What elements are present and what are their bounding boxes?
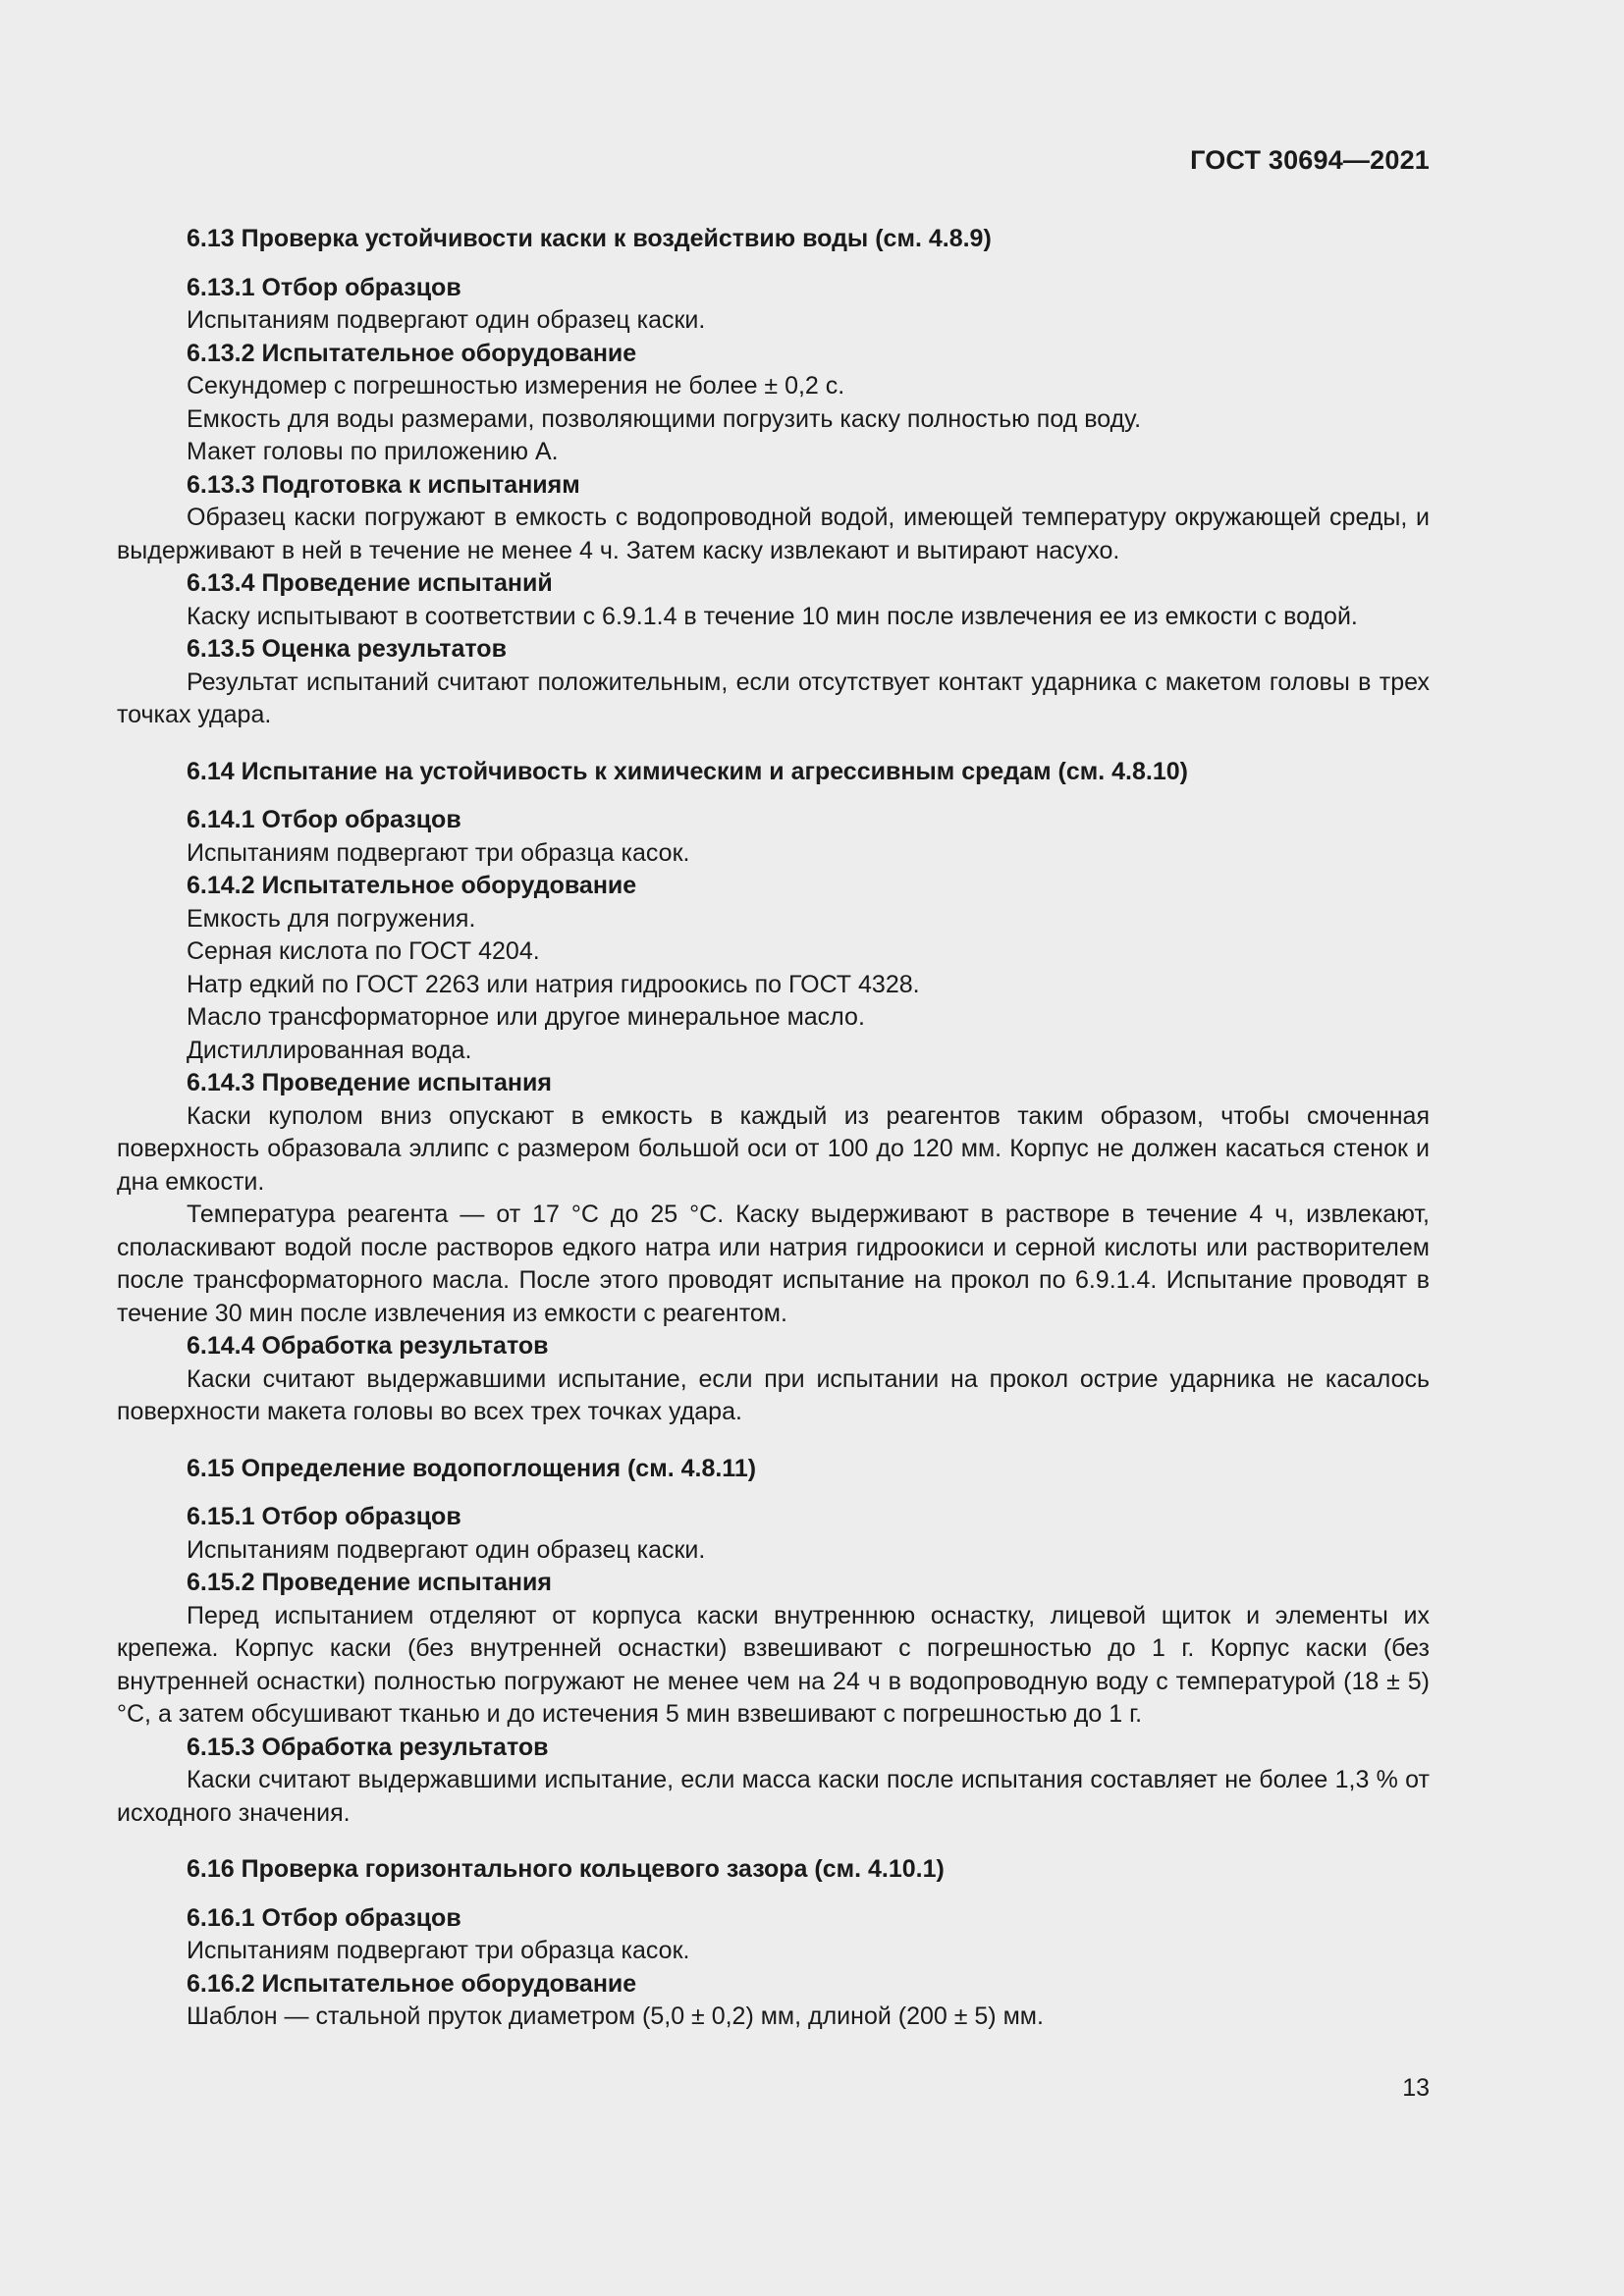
subsection-heading: 6.14.3 Проведение испытания: [187, 1069, 552, 1096]
paragraph: Испытаниям подвергают один образец каски.: [187, 306, 706, 334]
paragraph: Емкость для погружения.: [187, 904, 476, 933]
paragraph: Температура реагента — от 17 °С до 25 °С. Каску выдерживают в растворе в течение 4 ч, извлекают, споласкивают водой после растворов едкого натра или натрия гидроокиси и серной кислоты или растворителем после трансформаторного масла. После этого проводят испытание на прокол по 6.9.1.4. Испытание проводят в течение 30 мин после извлечения из емкости с реагентом.: [117, 1201, 1430, 1327]
subsection-heading: 6.15.3 Обработка результатов: [187, 1733, 549, 1761]
subsection-heading: 6.13.3 Подготовка к испытаниям: [187, 470, 580, 499]
paragraph: Испытаниям подвергают один образец каски.: [187, 1535, 706, 1564]
paragraph: Масло трансформаторное или другое минеральное масло.: [187, 1003, 865, 1031]
paragraph: Каски считают выдержавшими испытание, если масса каски после испытания составляет не более 1,3 % от исходного значения.: [117, 1766, 1430, 1827]
paragraph: Испытаниям подвергают три образца касок.: [187, 1937, 690, 1964]
paragraph: Испытаниям подвергают три образца касок.: [187, 838, 690, 867]
section-title: 6.16 Проверка горизонтального кольцевого зазора (см. 4.10.1): [187, 1855, 945, 1883]
paragraph: Результат испытаний считают положительным, если отсутствует контакт ударника с макетом головы в трех точках удара.: [117, 667, 1430, 728]
paragraph: Шаблон — стальной пруток диаметром (5,0 ± 0,2) мм, длиной (200 ± 5) мм.: [187, 2002, 1044, 2030]
section: [117, 1453, 1430, 1831]
section: [117, 756, 1430, 1429]
subsection-heading: 6.14.4 Обработка результатов: [187, 1332, 549, 1360]
subsection-heading: 6.15.1 Отбор образцов: [187, 1503, 461, 1530]
subsection-heading: 6.13.5 Оценка результатов: [187, 635, 507, 663]
subsection-heading: 6.15.2 Проведение испытания: [187, 1569, 552, 1596]
subsection-heading: 6.16.1 Отбор образцов: [187, 1903, 461, 1932]
paragraph: Секундомер с погрешностью измерения не более ± 0,2 с.: [187, 372, 845, 400]
subsection-heading: 6.14.1 Отбор образцов: [187, 806, 461, 833]
paragraph: Каски считают выдержавшими испытание, если при испытании на прокол острие ударника не касалось поверхности макета головы во всех трех точках удара.: [117, 1364, 1430, 1425]
document-code: ГОСТ 30694—2021: [1190, 145, 1430, 175]
paragraph: Каски куполом вниз опускают в емкость в каждый из реагентов таким образом, чтобы смоченная поверхность образовала эллипс с размером большой оси от 100 до 120 мм. Корпус не должен касаться стенок и дна емкости.: [117, 1101, 1430, 1196]
page-number: 13: [1402, 2074, 1430, 2102]
section-title: 6.14 Испытание на устойчивость к химическим и агрессивным средам (см. 4.8.10): [187, 757, 1188, 785]
paragraph: Дистиллированная вода.: [187, 1036, 472, 1064]
paragraph: Макет головы по приложению А.: [187, 438, 559, 465]
subsection-heading: 6.13.1 Отбор образцов: [187, 273, 461, 301]
section: [117, 223, 1430, 732]
section-title: 6.15 Определение водопоглощения (см. 4.8.11): [187, 1454, 757, 1482]
paragraph: Натр едкий по ГОСТ 2263 или натрия гидроокись по ГОСТ 4328.: [187, 970, 920, 998]
subsection-heading: 6.13.2 Испытательное оборудование: [187, 339, 637, 367]
paragraph: Образец каски погружают в емкость с водопроводной водой, имеющей температуру окружающей среды, и выдерживают в ней в течение не менее 4 ч. Затем каску извлекают и вытирают насухо.: [117, 504, 1430, 564]
paragraph: Каску испытывают в соответствии с 6.9.1.4 в течение 10 мин после извлечения ее из емкости с водой.: [187, 602, 1358, 630]
paragraph: Емкость для воды размерами, позволяющими погрузить каску полностью под воду.: [187, 404, 1142, 433]
document-body: [117, 223, 1430, 2057]
subsection-heading: 6.16.2 Испытательное оборудование: [187, 1969, 637, 1998]
subsection-heading: 6.13.4 Проведение испытаний: [187, 569, 553, 597]
paragraph: Серная кислота по ГОСТ 4204.: [187, 937, 540, 965]
section-title: 6.13 Проверка устойчивости каски к воздействию воды (см. 4.8.9): [187, 225, 992, 252]
subsection-heading: 6.14.2 Испытательное оборудование: [187, 872, 637, 899]
section: [117, 1853, 1430, 2034]
paragraph: Перед испытанием отделяют от корпуса каски внутреннюю оснастку, лицевой щиток и элементы их крепежа. Корпус каски (без внутренней оснастки) взвешивают с погрешностью до 1 г. Корпус каски (без внутренней оснастки) полностью погружают не менее чем на 24 ч в водопроводную воду с температурой (18 ± 5) °С, а затем обсушивают тканью и до истечения 5 мин взвешивают с погрешностью до 1 г.: [117, 1601, 1430, 1728]
